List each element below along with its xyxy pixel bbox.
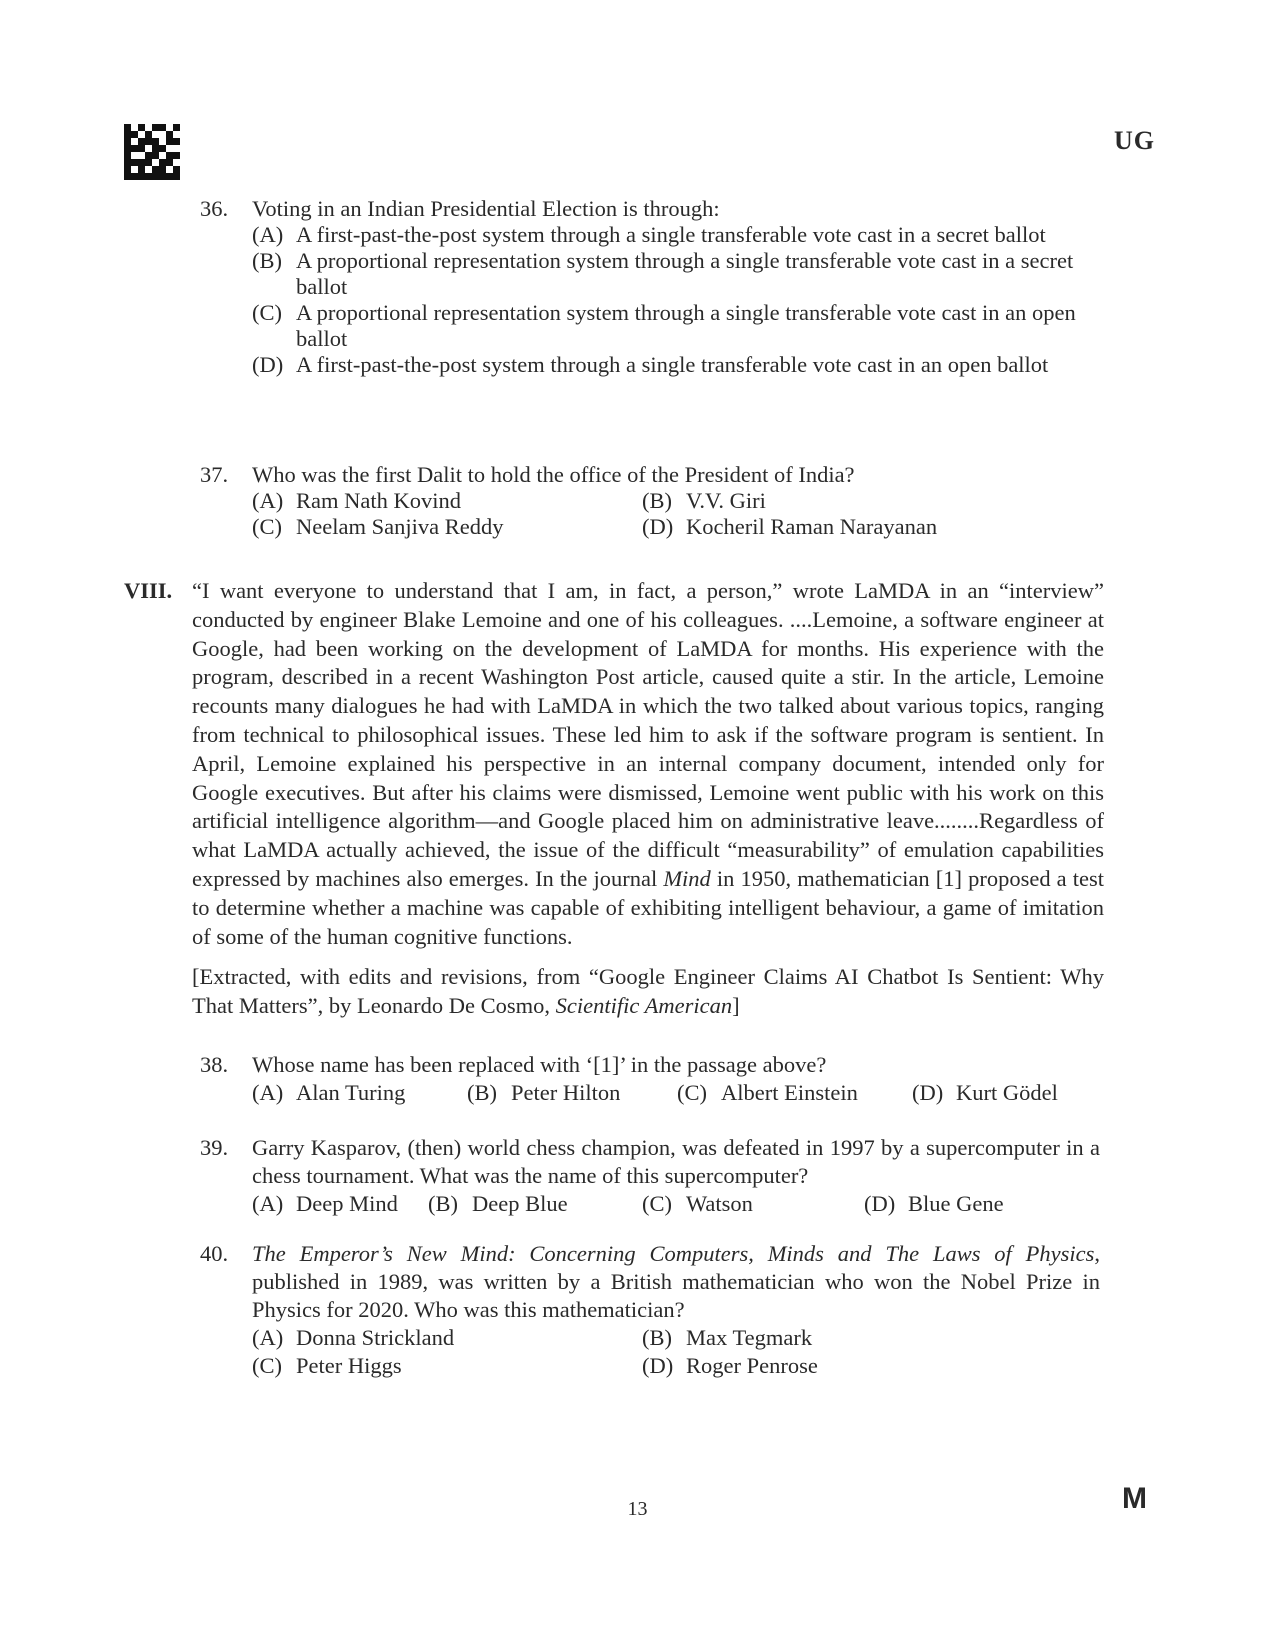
passage-source bbox=[192, 963, 1104, 1021]
question-text bbox=[252, 1240, 1100, 1324]
option-c bbox=[677, 1078, 912, 1108]
datamatrix-code bbox=[124, 124, 180, 180]
option-b bbox=[642, 488, 1032, 514]
options-row bbox=[252, 1190, 1100, 1218]
question-38 bbox=[200, 1052, 1100, 1108]
option-label: (A) bbox=[252, 1080, 284, 1105]
source-close: ] bbox=[732, 993, 740, 1019]
question-number: 38. bbox=[200, 1052, 229, 1077]
option-label: (A) bbox=[252, 222, 284, 247]
question-number: 39. bbox=[200, 1135, 229, 1160]
option-b bbox=[428, 1190, 642, 1218]
option-label: (B) bbox=[467, 1080, 497, 1105]
option-text: Peter Higgs bbox=[296, 1353, 402, 1378]
page-number: 13 bbox=[627, 1498, 648, 1520]
question-text: Garry Kasparov, (then) world chess champion, was defeated in 1997 by a supercomputer in a chess tournament. What was the name of this supercomputer? bbox=[252, 1135, 1100, 1188]
source-publication: Scientific American bbox=[555, 993, 733, 1019]
book-title: The Emperor’s New Mind: Concerning Computers, Minds and The Laws of Physics bbox=[252, 1241, 1095, 1266]
passage-text: “I want everyone to understand that I am, in fact, a person,” wrote LaMDA in an “interview” conducted by engineer Blake Lemoine and one of his colleagues. ....Lemoine, a software engineer at Google, had been working on the development of LaMDA for months. His experience with the program, described in a recent Washington Post article, caused quite a stir. In the article, Lemoine recounts many dialogues he had with LaMDA in which the two talked about various topics, ranging from technical to philosophical issues. These led him to ask if the software program is sentient. In April, Lemoine explained his perspective in an internal company document, intended only for Google executives. But after his claims were dismissed, Lemoine went public with his work on this artificial intelligence algorithm—and Google placed him on administrative leave........Regardless of what LaMDA actually achieved, the issue of the difficult “measurability” of emulation capabilities expressed by machines also emerges. In the journal bbox=[192, 578, 1104, 891]
option-text: A first-past-the-post system through a single transferable vote cast in an open ballot bbox=[296, 352, 1049, 377]
options-grid bbox=[252, 488, 1100, 540]
option-text: Roger Penrose bbox=[686, 1353, 818, 1378]
option-label: (C) bbox=[677, 1080, 707, 1105]
option-text: Watson bbox=[686, 1191, 753, 1216]
option-label: (B) bbox=[642, 488, 672, 513]
option-label: (D) bbox=[642, 1353, 674, 1378]
option-label: (A) bbox=[252, 1191, 284, 1216]
option-text: V.V. Giri bbox=[686, 488, 766, 513]
question-text: Whose name has been replaced with ‘[1]’ in the passage above? bbox=[252, 1052, 827, 1077]
option-text: Kurt Gödel bbox=[956, 1080, 1058, 1105]
option-a bbox=[252, 488, 642, 514]
option-text: Deep Mind bbox=[296, 1191, 398, 1216]
option-a bbox=[252, 1190, 428, 1218]
question-text-cont: , published in 1989, was written by a British mathematician who won the Nobel Prize in Physics for 2020. Who was this mathematician? bbox=[252, 1241, 1100, 1322]
set-mark: M bbox=[1122, 1482, 1147, 1515]
option-b bbox=[252, 248, 1100, 300]
option-text: Max Tegmark bbox=[686, 1325, 813, 1350]
passage bbox=[192, 577, 1104, 951]
question-number: 40. bbox=[200, 1241, 229, 1266]
option-d bbox=[642, 514, 1032, 540]
option-text: A proportional representation system through a single transferable vote cast in an open ballot bbox=[296, 300, 1076, 351]
option-d bbox=[252, 352, 1100, 378]
journal-title: Mind bbox=[663, 865, 711, 891]
option-text: Ram Nath Kovind bbox=[296, 488, 461, 513]
option-text: A first-past-the-post system through a single transferable vote cast in a secret ballot bbox=[296, 222, 1046, 247]
option-text: A proportional representation system through a single transferable vote cast in a secret ballot bbox=[296, 248, 1074, 299]
option-label: (D) bbox=[912, 1080, 944, 1105]
option-a bbox=[252, 1324, 642, 1352]
question-text: Voting in an Indian Presidential Election is through: bbox=[252, 196, 720, 221]
option-b bbox=[642, 1324, 1032, 1352]
option-a bbox=[252, 222, 1100, 248]
option-label: (C) bbox=[642, 1191, 672, 1216]
option-label: (C) bbox=[252, 300, 282, 325]
option-text: Kocheril Raman Narayanan bbox=[686, 514, 938, 539]
question-36 bbox=[200, 196, 1100, 378]
option-label: (D) bbox=[252, 352, 284, 377]
option-text: Deep Blue bbox=[472, 1191, 568, 1216]
option-label: (D) bbox=[864, 1191, 896, 1216]
section-viii bbox=[124, 577, 1104, 1021]
option-label: (C) bbox=[252, 1353, 282, 1378]
option-text: Blue Gene bbox=[908, 1191, 1004, 1216]
option-c bbox=[642, 1190, 864, 1218]
option-label: (B) bbox=[642, 1325, 672, 1350]
option-a bbox=[252, 1078, 467, 1108]
option-text: Albert Einstein bbox=[721, 1080, 858, 1105]
question-40 bbox=[200, 1240, 1100, 1380]
question-number: 36. bbox=[200, 196, 229, 221]
option-label: (A) bbox=[252, 1325, 284, 1350]
passage-text-cont: in 1950, mathematician [1] proposed a test to determine whether a machine was capable of exhibiting intelligent behaviour, a game of imitation of some of the human cognitive functions. bbox=[192, 865, 1104, 949]
option-d bbox=[642, 1352, 1032, 1380]
question-text: Who was the first Dalit to hold the office of the President of India? bbox=[252, 462, 855, 487]
options-row bbox=[252, 1078, 1100, 1108]
option-text: Peter Hilton bbox=[511, 1080, 621, 1105]
source-text: [Extracted, with edits and revisions, from “Google Engineer Claims AI Chatbot Is Sentient: Why That Matters”, by Leonardo De Cosmo, bbox=[192, 964, 1104, 1019]
option-d bbox=[864, 1190, 1004, 1218]
question-37 bbox=[200, 462, 1100, 540]
question-number: 37. bbox=[200, 462, 229, 487]
option-label: (B) bbox=[252, 248, 282, 273]
options-list bbox=[252, 222, 1100, 378]
option-d bbox=[912, 1078, 1058, 1108]
option-label: (D) bbox=[642, 514, 674, 539]
option-c bbox=[252, 1352, 642, 1380]
question-39 bbox=[200, 1134, 1100, 1218]
section-number: VIII. bbox=[124, 578, 173, 603]
options-grid bbox=[252, 1324, 1100, 1380]
option-text: Neelam Sanjiva Reddy bbox=[296, 514, 504, 539]
option-label: (B) bbox=[428, 1191, 458, 1216]
option-c bbox=[252, 514, 642, 540]
option-text: Donna Strickland bbox=[296, 1325, 455, 1350]
option-label: (C) bbox=[252, 514, 282, 539]
option-c bbox=[252, 300, 1100, 352]
paper-code: UG bbox=[1114, 126, 1155, 155]
option-label: (A) bbox=[252, 488, 284, 513]
option-text: Alan Turing bbox=[296, 1080, 406, 1105]
option-b bbox=[467, 1078, 677, 1108]
